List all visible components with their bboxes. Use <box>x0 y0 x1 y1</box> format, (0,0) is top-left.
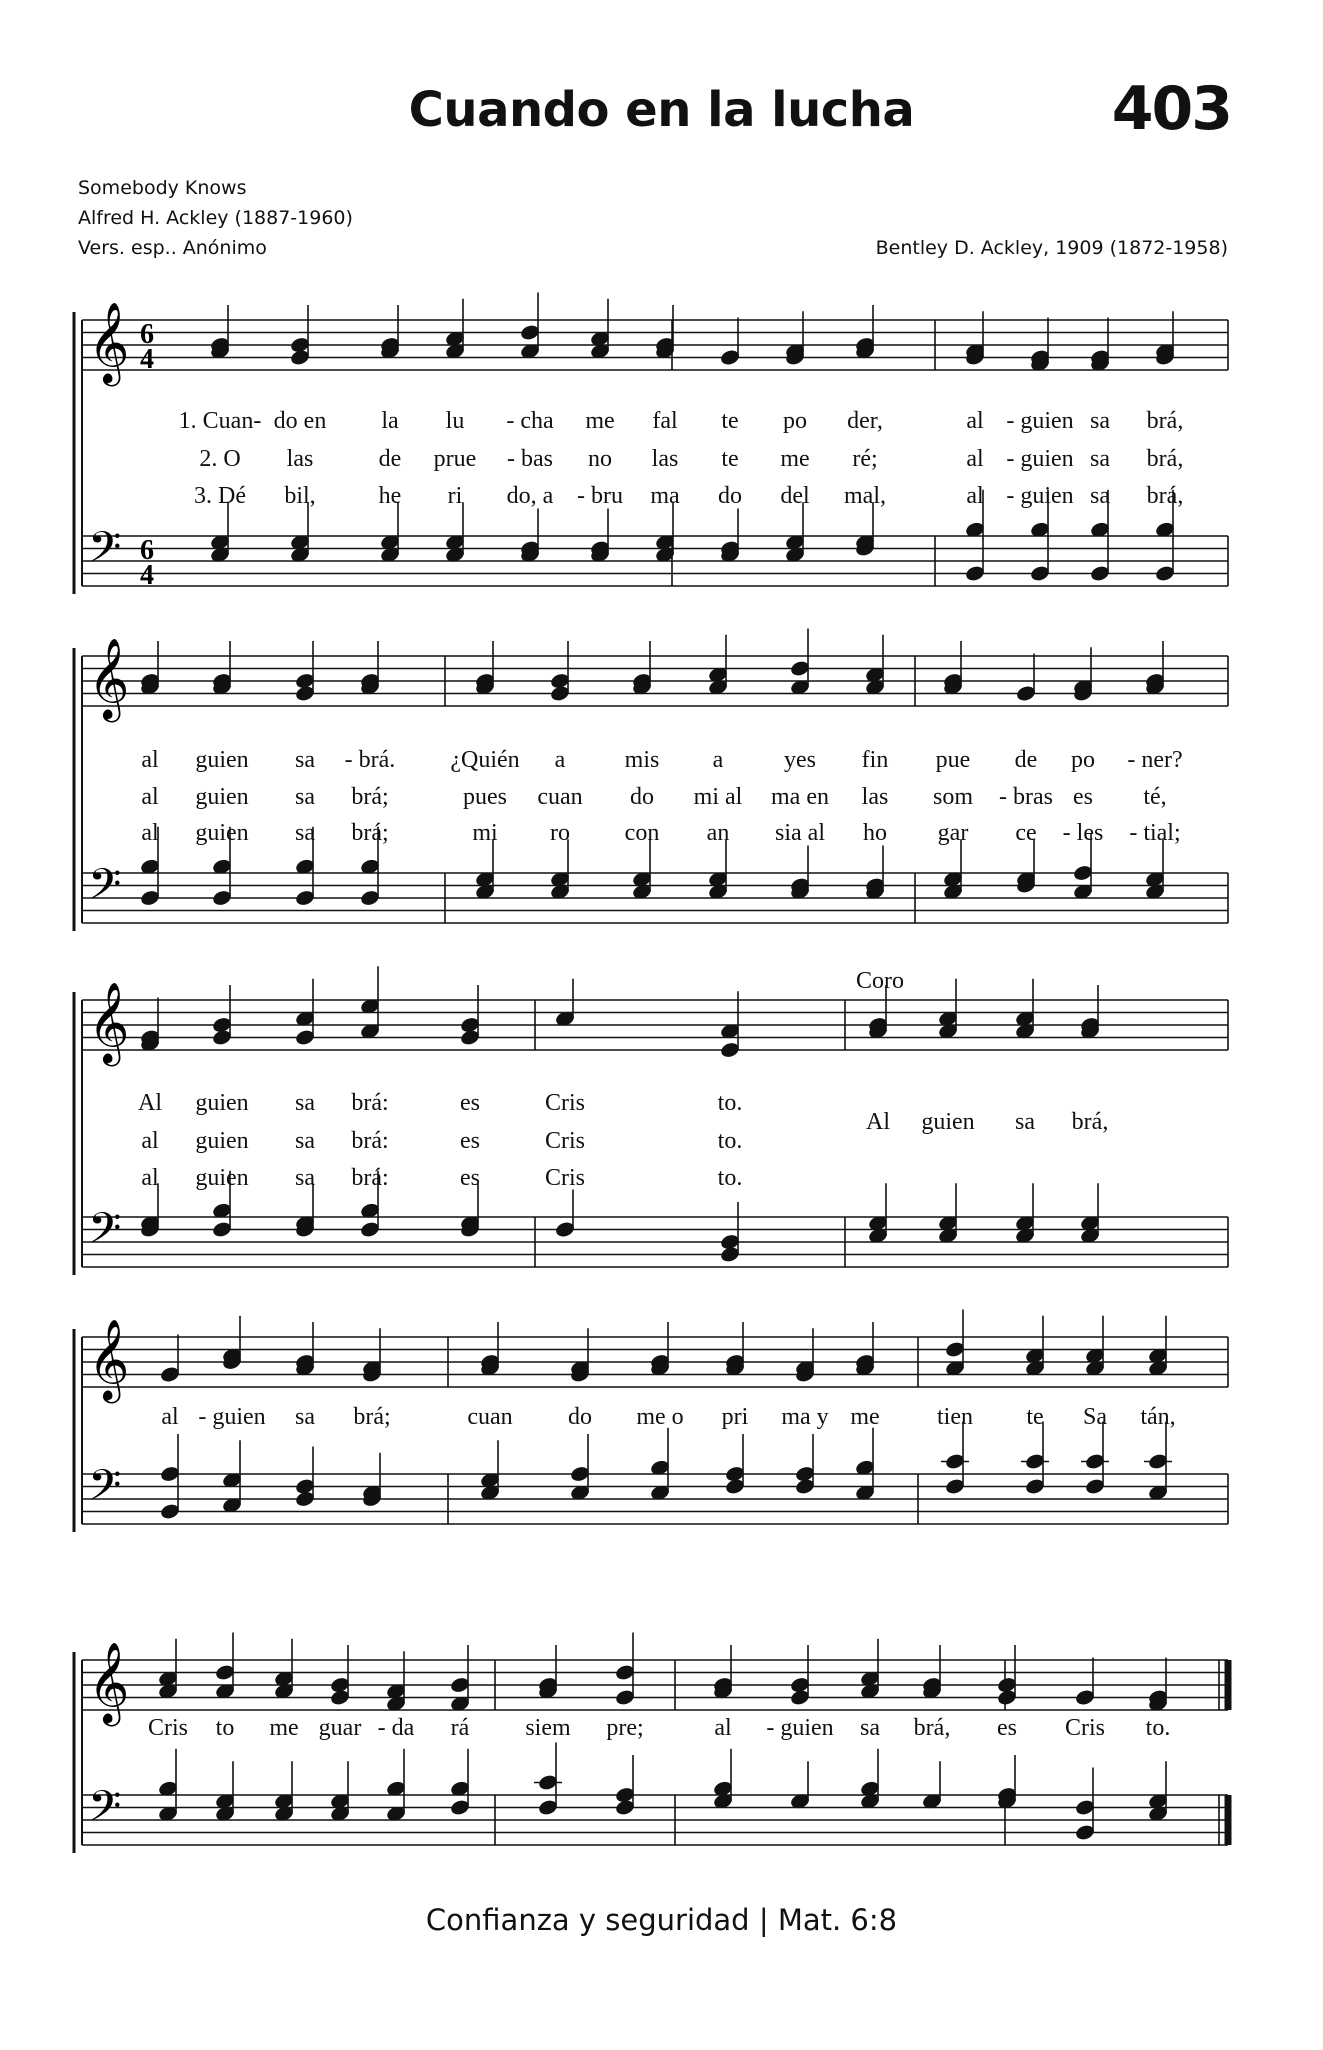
author-credit: Alfred H. Ackley (1887-1960) <box>78 207 353 229</box>
lyric-syllable: al <box>141 747 159 773</box>
lyric-syllable: sa <box>860 1715 880 1741</box>
treble-staff <box>82 637 1228 722</box>
bass-staff <box>82 1782 1228 1845</box>
lyric-syllable: brá; <box>351 820 389 846</box>
lyric-syllable: sa <box>1090 408 1110 434</box>
lyric-syllable: las <box>286 446 314 472</box>
lyric-syllable: siem <box>525 1715 571 1741</box>
lyric-syllable: sa <box>295 820 315 846</box>
lyric-syllable: ma y <box>781 1404 829 1430</box>
lyric-syllable: to. <box>717 1165 743 1191</box>
lyric-syllable: mi al <box>693 784 743 810</box>
lyric-syllable: del <box>780 483 810 509</box>
lyric-syllable: fal <box>652 408 678 434</box>
lyric-syllable: prue <box>433 446 477 472</box>
lyric-syllable: guar <box>318 1715 362 1741</box>
lyric-syllable: - brá. <box>344 747 396 773</box>
lyric-syllable: sia al <box>775 820 825 846</box>
lyric-syllable: al <box>966 483 984 509</box>
lyric-syllable: al <box>141 820 159 846</box>
lyric-syllable: brá; <box>353 1404 391 1430</box>
lyric-syllable: - guien <box>1006 483 1074 509</box>
chorus-syllable: sa <box>1015 1109 1035 1135</box>
lyric-syllable: som <box>932 784 974 810</box>
lyric-syllable: tán, <box>1140 1404 1176 1430</box>
lyric-syllable: to. <box>1145 1715 1171 1741</box>
lyric-syllable: do <box>630 784 654 810</box>
chorus-syllable: Al <box>866 1109 890 1135</box>
lyric-syllable: guien <box>195 784 249 810</box>
lyric-syllable: brá: <box>351 1090 389 1116</box>
lyric-syllable: sa <box>295 1404 315 1430</box>
bass-clef-icon: 𝄢 <box>88 1782 122 1842</box>
lyric-syllable: las <box>861 784 889 810</box>
lyric-syllable: - guien <box>766 1715 834 1741</box>
lyric-syllable: brá, <box>1146 483 1184 509</box>
lyric-syllable: 2. O <box>199 446 241 472</box>
lyric-syllable: he <box>378 483 402 509</box>
lyric-syllable: es <box>460 1165 480 1191</box>
lyric-syllable: a <box>712 747 724 773</box>
lyric-syllable: ro <box>550 820 570 846</box>
lyric-syllable: ma <box>650 483 680 509</box>
hymn-number: 403 <box>1111 74 1231 144</box>
lyric-syllable: al <box>141 784 159 810</box>
chorus-syllable: guien <box>921 1109 975 1135</box>
lyric-syllable: té, <box>1143 784 1167 810</box>
lyric-syllable: - bras <box>999 784 1053 810</box>
lyric-syllable: - da <box>377 1715 415 1741</box>
lyric-syllable: a <box>554 747 566 773</box>
treble-clef-icon: 𝄞 <box>88 1318 130 1400</box>
treble-staff <box>82 1641 1228 1726</box>
lyric-syllable: - guien <box>198 1404 266 1430</box>
bass-clef-icon: 𝄢 <box>88 1204 122 1264</box>
lyric-syllable: pri <box>721 1404 749 1430</box>
treble-clef-icon: 𝄞 <box>88 637 130 719</box>
lyric-syllable: sa <box>1090 446 1110 472</box>
lyric-syllable: sa <box>1090 483 1110 509</box>
lyric-syllable: ce <box>1015 820 1037 846</box>
lyric-syllable: po <box>783 408 807 434</box>
lyric-syllable: al <box>161 1404 179 1430</box>
bass-clef-icon: 𝄢 <box>88 523 122 583</box>
lyric-syllable: pre; <box>606 1715 644 1741</box>
lyric-syllable: guien <box>195 820 249 846</box>
lyric-syllable: Sa <box>1083 1404 1107 1430</box>
lyric-syllable: do <box>718 483 742 509</box>
lyric-syllable: te <box>721 408 739 434</box>
composer-credit: Bentley D. Ackley, 1909 (1872-1958) <box>875 237 1228 259</box>
lyric-syllable: sa <box>295 1090 315 1116</box>
treble-staff <box>82 301 1228 386</box>
lyric-syllable: Cris <box>544 1128 586 1154</box>
translation-credit: Vers. esp.. Anónimo <box>78 237 267 259</box>
system-4 <box>74 1310 1228 1533</box>
footer-reference: Mat. 6:8 <box>777 1903 898 1937</box>
lyric-syllable: cuan <box>537 784 583 810</box>
lyric-syllable: - bru <box>577 483 623 509</box>
lyric-syllable: guien <box>195 747 249 773</box>
lyric-syllable: - bas <box>507 446 553 472</box>
chorus-syllable: brá, <box>1071 1109 1109 1135</box>
time-signature-bottom: 4 <box>140 560 154 591</box>
lyric-syllable: brá, <box>913 1715 951 1741</box>
lyric-syllable: brá; <box>351 784 389 810</box>
lyric-syllable: la <box>381 408 399 434</box>
lyric-syllable: me <box>780 446 810 472</box>
lyric-syllable: brá, <box>1146 408 1184 434</box>
lyric-syllable: rá <box>450 1715 470 1741</box>
lyric-syllable: lu <box>445 408 465 434</box>
time-signature-top: 6 <box>140 535 154 566</box>
lyric-syllable: brá: <box>351 1165 389 1191</box>
lyric-syllable: 3. Dé <box>194 483 246 509</box>
system-2 <box>74 629 1228 932</box>
lyric-syllable: ¿Quién <box>450 747 520 773</box>
lyric-syllable: - ner? <box>1127 747 1183 773</box>
lyric-syllable: al <box>714 1715 732 1741</box>
lyric-syllable: las <box>651 446 679 472</box>
lyric-syllable: ma en <box>771 784 829 810</box>
lyric-syllable: no <box>588 446 612 472</box>
treble-clef-icon: 𝄞 <box>88 301 130 383</box>
lyric-syllable: Cris <box>147 1715 189 1741</box>
lyric-syllable: te <box>721 446 739 472</box>
lyric-syllable: guien <box>195 1165 249 1191</box>
lyric-syllable: bil, <box>284 483 316 509</box>
lyric-syllable: de <box>1014 747 1038 773</box>
lyric-syllable: fin <box>861 747 889 773</box>
lyric-syllable: - guien <box>1006 408 1074 434</box>
lyric-syllable: - guien <box>1006 446 1074 472</box>
lyric-syllable: Cris <box>544 1165 586 1191</box>
lyric-syllable: po <box>1071 747 1095 773</box>
lyric-syllable: al <box>966 446 984 472</box>
treble-staff <box>82 981 1228 1066</box>
footer-topic: Confianza y seguridad <box>425 1903 750 1937</box>
hymn-title: Cuando en la lucha <box>408 82 915 138</box>
bass-staff <box>82 523 1228 591</box>
lyric-syllable: - tial; <box>1129 820 1181 846</box>
lyric-syllable: der, <box>847 408 883 434</box>
lyric-syllable: - cha <box>506 408 554 434</box>
lyric-syllable: sa <box>295 784 315 810</box>
lyric-syllable: pues <box>463 784 507 810</box>
lyric-syllable: me o <box>636 1404 684 1430</box>
lyric-syllable: yes <box>784 747 816 773</box>
lyric-syllable: Cris <box>1064 1715 1106 1741</box>
lyric-syllable: es <box>997 1715 1017 1741</box>
lyric-syllable: con <box>624 820 660 846</box>
time-signature-bottom: 4 <box>140 344 154 375</box>
lyric-syllable: ho <box>863 820 887 846</box>
lyric-syllable: es <box>460 1090 480 1116</box>
lyric-syllable: 1. Cuan- <box>178 408 262 434</box>
time-signature-top: 6 <box>140 319 154 350</box>
lyric-syllable: do en <box>273 408 327 434</box>
lyric-syllable: gar <box>937 820 969 846</box>
lyric-syllable: mi <box>472 820 498 846</box>
bass-staff <box>82 1204 1228 1267</box>
lyric-syllable: guien <box>195 1090 249 1116</box>
lyric-syllable: te <box>1026 1404 1044 1430</box>
system-1 <box>74 293 1228 595</box>
lyric-syllable: de <box>378 446 402 472</box>
original-title: Somebody Knows <box>78 177 247 199</box>
lyric-syllable: sa <box>295 747 315 773</box>
lyric-syllable: pue <box>935 747 971 773</box>
treble-clef-icon: 𝄞 <box>88 1641 130 1723</box>
lyric-syllable: me <box>850 1404 880 1430</box>
footer-separator: | <box>758 1903 769 1937</box>
lyric-syllable: me <box>269 1715 299 1741</box>
lyric-syllable: to. <box>717 1128 743 1154</box>
footer <box>0 1903 1323 1937</box>
lyric-syllable: al <box>966 408 984 434</box>
lyric-syllable: ri <box>447 483 463 509</box>
lyric-syllable: tien <box>937 1404 973 1430</box>
lyric-syllable: do <box>568 1404 592 1430</box>
lyric-syllable: es <box>1073 784 1093 810</box>
chorus-label: Coro <box>856 968 904 994</box>
lyric-syllable: guien <box>195 1128 249 1154</box>
lyric-syllable: to. <box>717 1090 743 1116</box>
lyric-syllable: es <box>460 1128 480 1154</box>
lyric-syllable: mal, <box>844 483 886 509</box>
lyric-syllable: to <box>215 1715 235 1741</box>
lyric-syllable: al <box>141 1128 159 1154</box>
system-3 <box>74 966 1228 1275</box>
lyric-syllable: Al <box>138 1090 162 1116</box>
lyric-syllable: brá: <box>351 1128 389 1154</box>
bass-clef-icon: 𝄢 <box>88 1461 122 1521</box>
system-5 <box>74 1633 1228 1854</box>
lyric-syllable: cuan <box>467 1404 513 1430</box>
lyric-syllable: sa <box>295 1165 315 1191</box>
lyric-syllable: mis <box>624 747 660 773</box>
bass-clef-icon: 𝄢 <box>88 860 122 920</box>
treble-clef-icon: 𝄞 <box>88 981 130 1063</box>
lyric-syllable: sa <box>295 1128 315 1154</box>
bass-staff <box>82 860 1228 923</box>
lyric-syllable: ré; <box>852 446 878 472</box>
lyric-syllable: al <box>141 1165 159 1191</box>
lyric-syllable: do, a <box>506 483 554 509</box>
lyric-syllable: - les <box>1062 820 1104 846</box>
lyric-syllable: brá, <box>1146 446 1184 472</box>
lyric-syllable: an <box>706 820 730 846</box>
lyric-syllable: Cris <box>544 1090 586 1116</box>
lyric-syllable: me <box>585 408 615 434</box>
